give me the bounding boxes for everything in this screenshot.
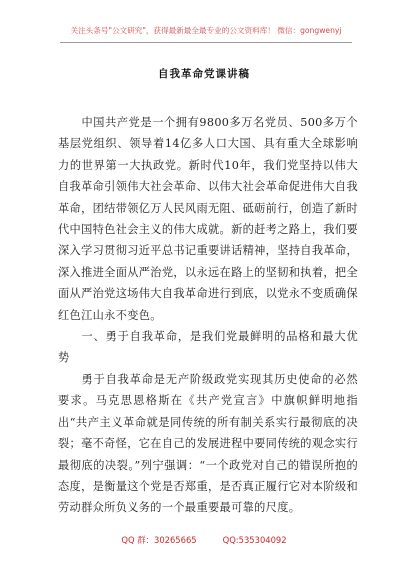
- header-divider: [60, 42, 352, 43]
- document-body: [58, 112, 358, 519]
- paragraph-section-1: 勇于自我革命是无产阶级政党实现其历史使命的必然要求。马克思恩格斯在《共产党宣言》中旗帜鲜明地指出“共产主义革命就是同传统的所有制关系实行最彻底的决裂；毫不奇怪，它在自己的发展进程中要同传统的观念实行最彻底的决裂。”列宁强调：“一个政党对自己的错误所抱的态度，是衡量这个党是否郑重，是否真正履行它对本阶级和劳动群众所负义务的一个最重要最可靠的尺度。: [58, 372, 358, 515]
- footer-qq: QQ:535304092: [222, 535, 287, 545]
- footer-qq-group: QQ 群：30265665: [121, 535, 197, 545]
- footer-contact: [0, 534, 408, 546]
- section-heading-1: 一、勇于自我革命，是我们党最鲜明的品格和最大优势: [58, 330, 358, 365]
- header-notice: 关注头条号"公文研究"，获得最新最全最专业的公文资料库！ 微信：gongwenyj: [70, 26, 342, 35]
- paragraph-intro: 中国共产党是一个拥有9800多万名党员、500多万个基层党组织、领导着14亿多人口大国、具有重大全球影响力的世界第一大执政党。新时代10年，我们党坚持以伟大自我革命引领伟大社会革命、以伟大社会革命促进伟大自我革命，团结带领亿万人民风雨无阻、砥砺前行，创造了新时代中国特色社会主义的伟大成就。新的赶考之路上，我们要深入学习贯彻习近平总书记重要讲话精神，坚持自我革命，深入推进全面从严治党，以永远在路上的坚韧和执着，把全面从严治党这场伟大自我革命进行到底，以党永不变质确保红色江山永不变色。: [58, 116, 358, 322]
- document-title: 自我革命党课讲稿: [158, 68, 250, 80]
